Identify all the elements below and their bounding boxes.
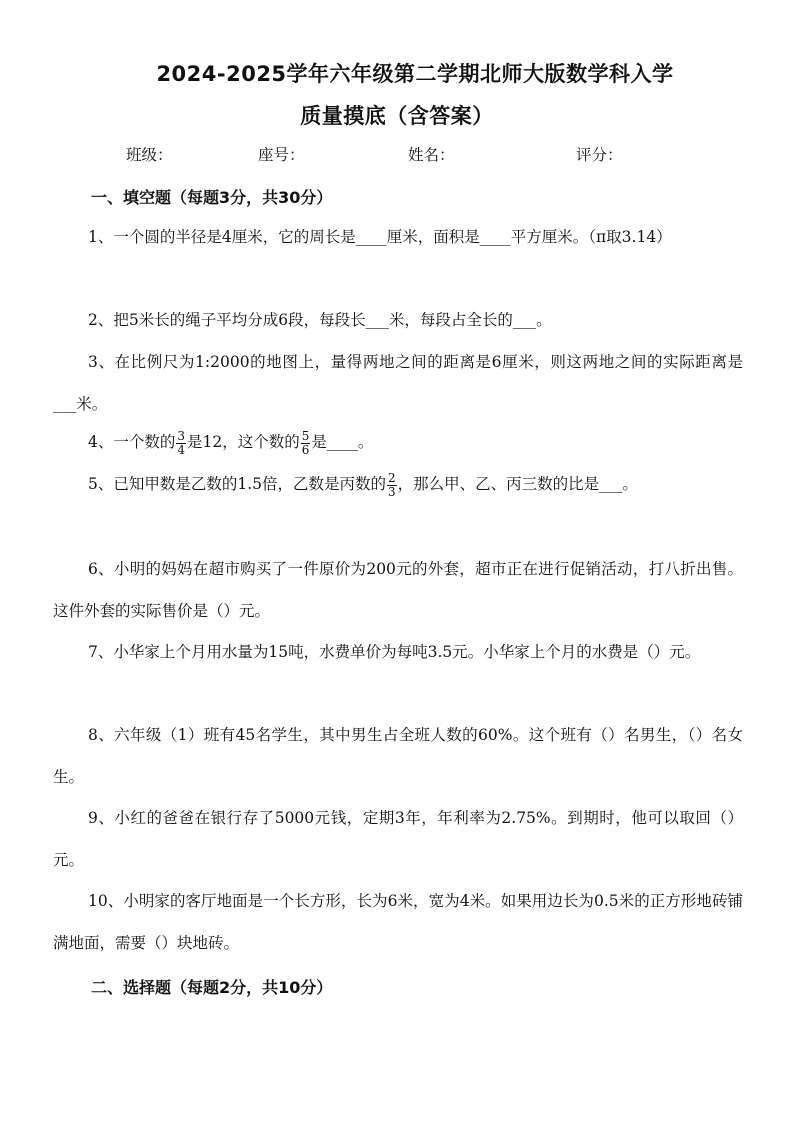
- section2-heading: 二、选择题（每题2分，共10分）: [91, 978, 333, 997]
- question-4-middle: 是12，这个数的: [187, 433, 300, 451]
- info-name-label: 姓名：: [408, 146, 455, 164]
- question-5-suffix: ，那么甲、乙、丙三数的比是___。: [397, 475, 638, 493]
- question-8: 8、六年级（1）班有45名学生，其中男生占全班人数的60%。这个班有（）名男生，（）名女生。: [53, 726, 743, 786]
- fraction-2-3: [387, 472, 397, 499]
- fraction-denominator: 3: [388, 484, 396, 499]
- question-7: 7、小华家上个月用水量为15吨，水费单价为每吨3.5元。小华家上个月的水费是（）元。: [88, 643, 701, 661]
- question-4: [53, 422, 743, 464]
- question-5: [53, 464, 743, 506]
- question-2: 2、把5米长的绳子平均分成6段，每段长___米，每段占全长的___。: [88, 311, 552, 329]
- info-seat-label: 座号：: [258, 146, 305, 164]
- fraction-denominator: 6: [301, 442, 310, 457]
- question-9: 9、小红的爸爸在银行存了5000元钱，定期3年，年利率为2.75%。到期时，他可以取回（）元。: [53, 809, 743, 869]
- question-3: 3、在比例尺为1:2000的地图上，量得两地之间的距离是6厘米，则这两地之间的实际距离是___米。: [53, 353, 743, 413]
- question-4-prefix: 4、一个数的: [88, 433, 176, 451]
- fraction-5-6: [301, 430, 311, 457]
- exam-title-line2: 质量摸底（含答案）: [300, 104, 494, 128]
- fraction-numerator: 3: [177, 428, 186, 443]
- fraction-3-4: [176, 430, 186, 457]
- question-5-prefix: 5、已知甲数是乙数的1.5倍，乙数是丙数的: [88, 475, 387, 493]
- fraction-numerator: 5: [301, 428, 310, 443]
- info-score-label: 评分：: [576, 146, 623, 164]
- question-1: 1、一个圆的半径是4厘米，它的周长是____厘米，面积是____平方厘米。（π取3.14）: [88, 228, 672, 246]
- question-6: 6、小明的妈妈在超市购买了一件原价为200元的外套，超市正在进行促销活动，打八折出售。这件外套的实际售价是（）元。: [53, 560, 743, 620]
- fraction-numerator: 2: [388, 470, 396, 485]
- exam-title-line1: 2024-2025学年六年级第二学期北师大版数学科入学: [156, 62, 674, 86]
- info-class-label: 班级：: [126, 146, 173, 164]
- question-4-suffix: 是____。: [311, 433, 374, 451]
- question-10: 10、小明家的客厅地面是一个长方形，长为6米，宽为4米。如果用边长为0.5米的正方形地砖铺满地面，需要（）块地砖。: [53, 892, 743, 952]
- section1-heading: 一、填空题（每题3分，共30分）: [91, 188, 333, 207]
- fraction-denominator: 4: [177, 442, 186, 457]
